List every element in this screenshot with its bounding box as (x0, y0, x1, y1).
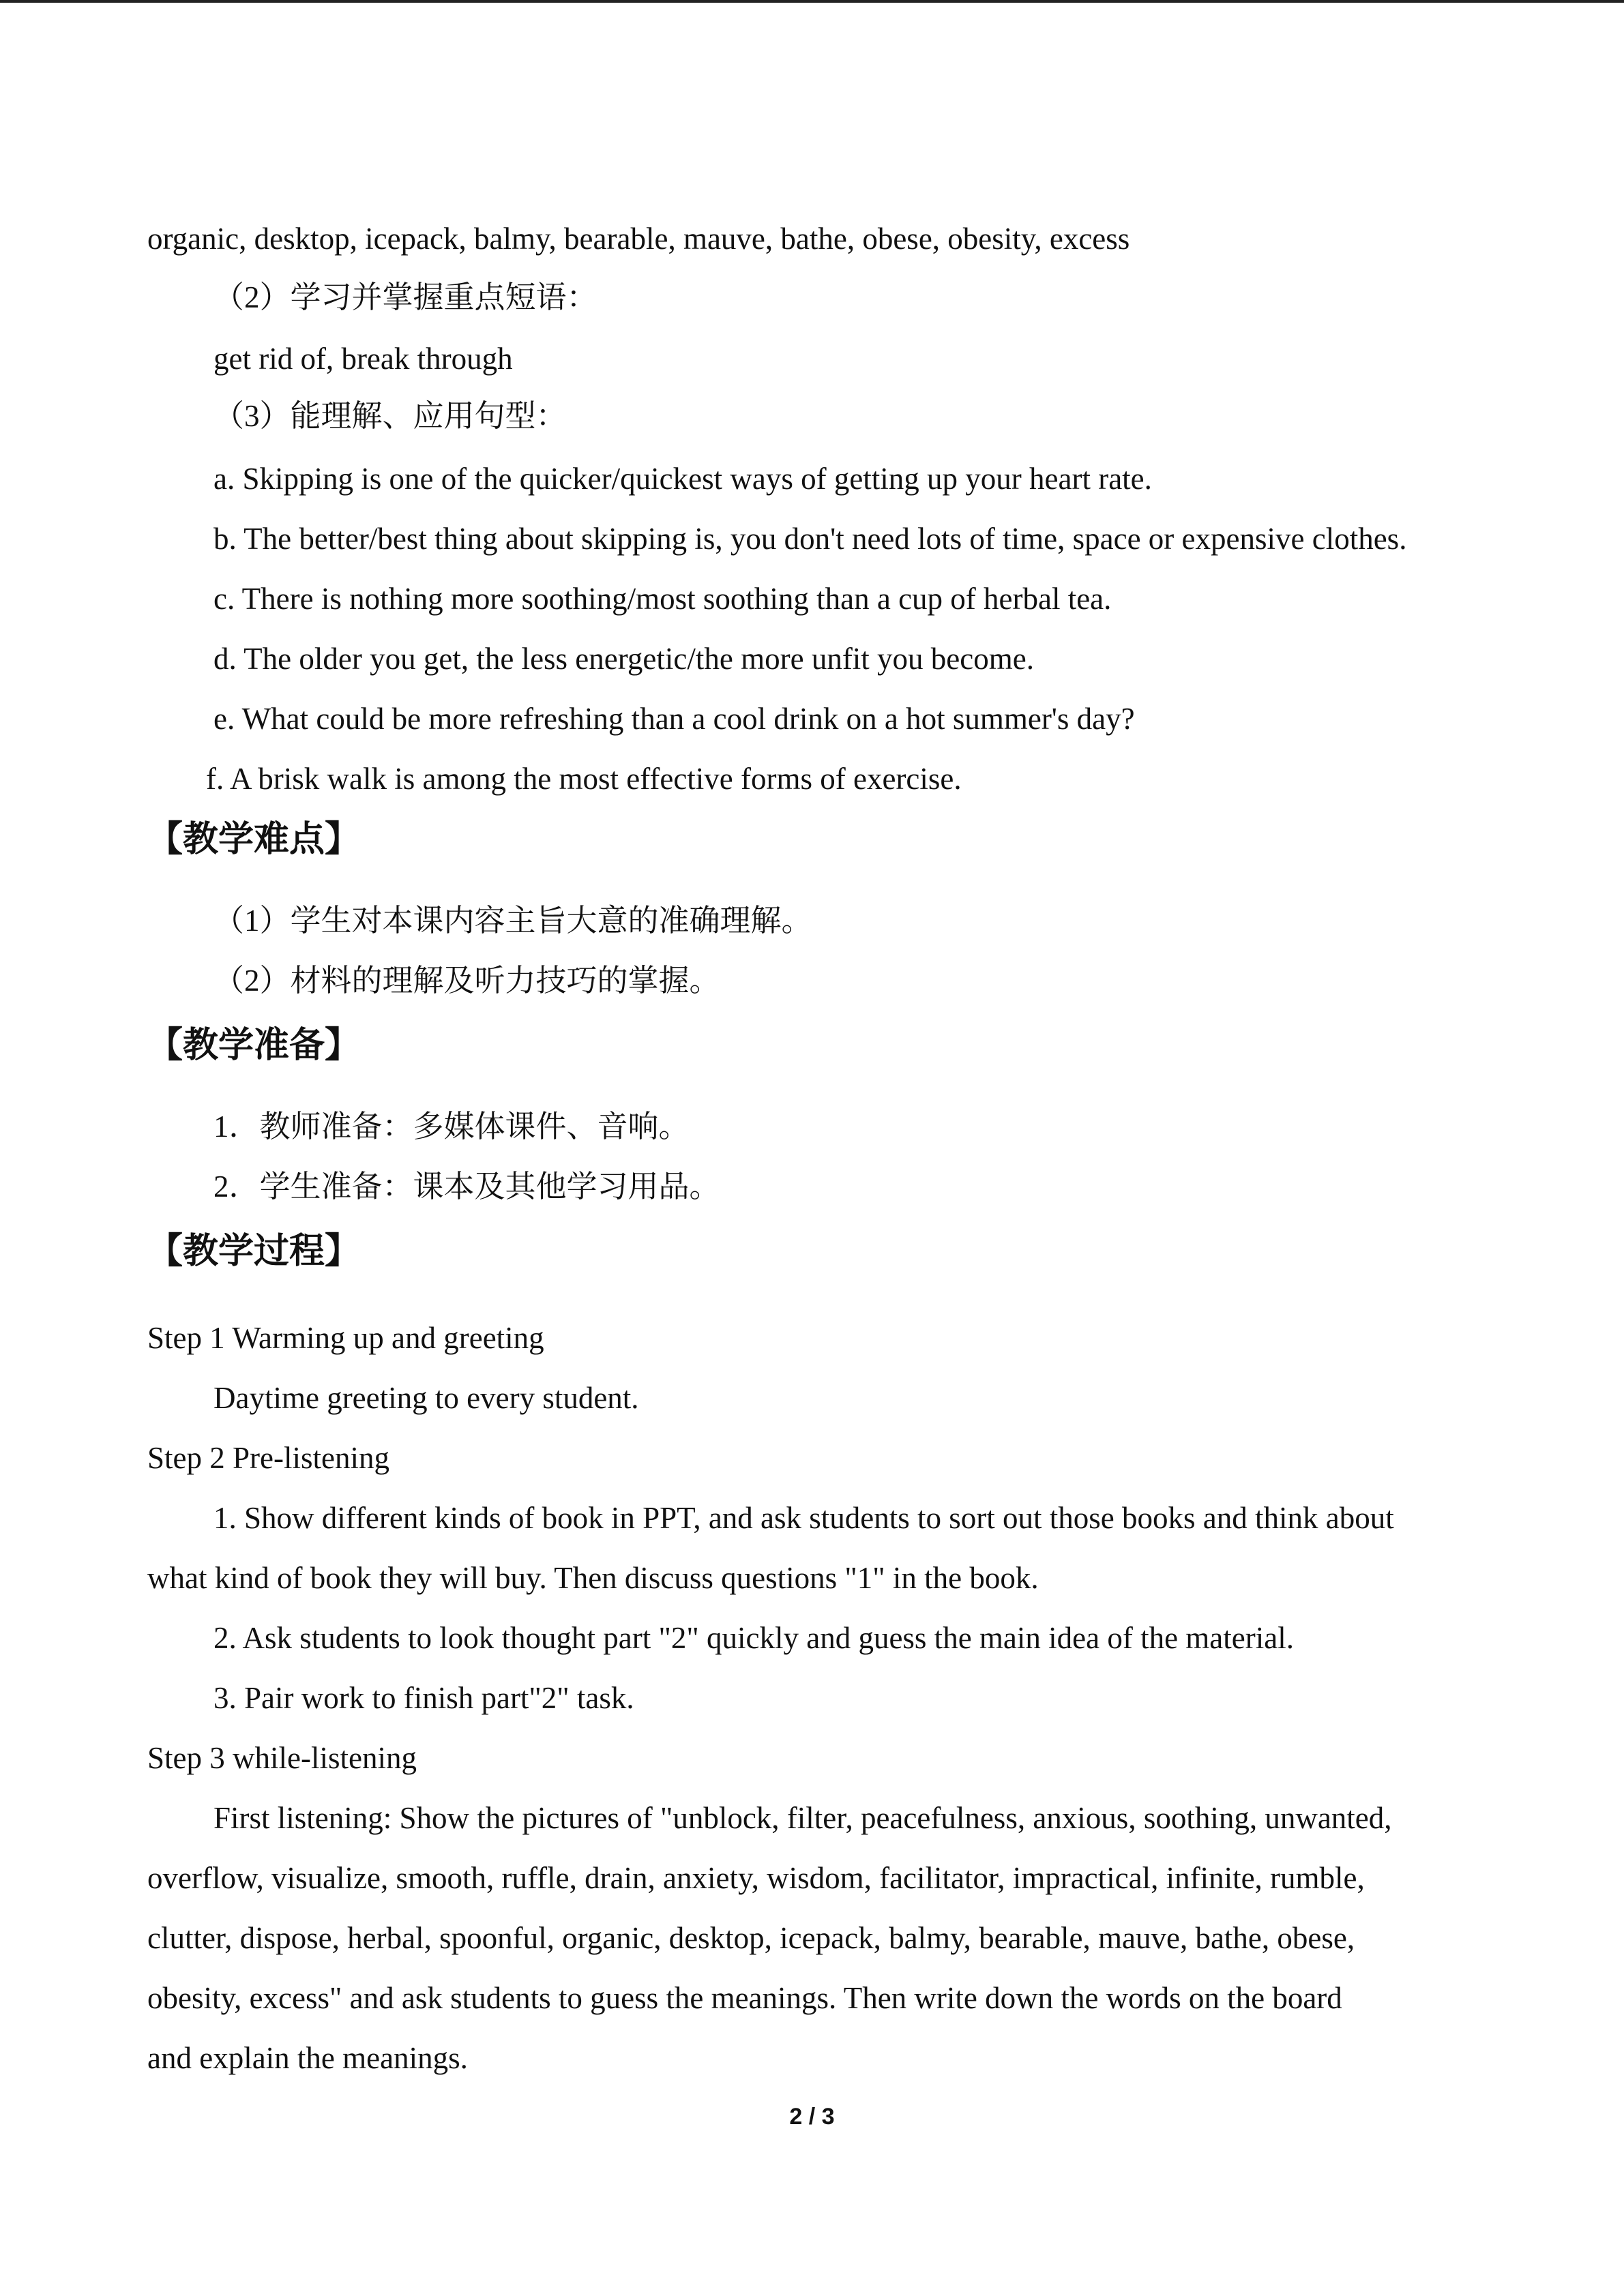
sentence-item: c. There is nothing more soothing/most soothing than a cup of herbal tea. (213, 582, 1112, 616)
sentence-item: b. The better/best thing about skipping is, you don't need lots of time, space or expensive clothes. (213, 522, 1407, 556)
section-heading-difficulties: 【教学难点】 (147, 819, 361, 860)
preparation-item: 2．学生准备：课本及其他学习用品。 (213, 1169, 720, 1204)
top-border-rule (0, 0, 1624, 3)
section-heading-process: 【教学过程】 (147, 1231, 361, 1272)
step3-paragraph-line: First listening: Show the pictures of "unblock, filter, peacefulness, anxious, soothing, unwanted, (213, 1801, 1392, 1835)
preparation-item: 1．教师准备：多媒体课件、音响。 (213, 1109, 690, 1144)
phrases-label: （2）学习并掌握重点短语： (213, 280, 597, 314)
step2-title: Step 2 Pre-listening (147, 1441, 389, 1475)
sentence-item: d. The older you get, the less energetic/the more unfit you become. (213, 642, 1034, 676)
step3-paragraph-line: overflow, visualize, smooth, ruffle, drain, anxiety, wisdom, facilitator, impractical, infinite, rumble, (147, 1861, 1365, 1895)
step2-item2: 2. Ask students to look thought part "2" quickly and guess the main idea of the material. (213, 1621, 1294, 1655)
sentence-item: f. A brisk walk is among the most effective forms of exercise. (206, 762, 962, 796)
sentence-item: a. Skipping is one of the quicker/quickest ways of getting up your heart rate. (213, 462, 1152, 496)
sentences-label: （3）能理解、应用句型： (213, 399, 567, 433)
sentence-item: e. What could be more refreshing than a cool drink on a hot summer's day? (213, 702, 1135, 736)
difficulty-item: （1）学生对本课内容主旨大意的准确理解。 (213, 904, 812, 938)
step3-paragraph-line: obesity, excess" and ask students to guess the meanings. Then write down the words on the board (147, 1981, 1342, 2015)
vocabulary-line: organic, desktop, icepack, balmy, bearable, mauve, bathe, obese, obesity, excess (147, 222, 1130, 256)
step3-paragraph-line: clutter, dispose, herbal, spoonful, organic, desktop, icepack, balmy, bearable, mauve, bathe, obese, (147, 1921, 1355, 1955)
step1-text: Daytime greeting to every student. (213, 1381, 639, 1415)
step2-item1-line1: 1. Show different kinds of book in PPT, and ask students to sort out those books and think about (213, 1501, 1394, 1535)
step2-item3: 3. Pair work to finish part"2" task. (213, 1681, 634, 1715)
phrases-text: get rid of, break through (213, 342, 513, 376)
difficulty-item: （2）材料的理解及听力技巧的掌握。 (213, 964, 720, 998)
step2-item1-line2: what kind of book they will buy. Then discuss questions "1" in the book. (147, 1561, 1039, 1595)
section-heading-preparation: 【教学准备】 (147, 1025, 361, 1066)
page-number: 2 / 3 (789, 2104, 835, 2130)
step3-title: Step 3 while-listening (147, 1741, 417, 1775)
step3-paragraph-line: and explain the meanings. (147, 2041, 468, 2075)
step1-title: Step 1 Warming up and greeting (147, 1321, 544, 1355)
